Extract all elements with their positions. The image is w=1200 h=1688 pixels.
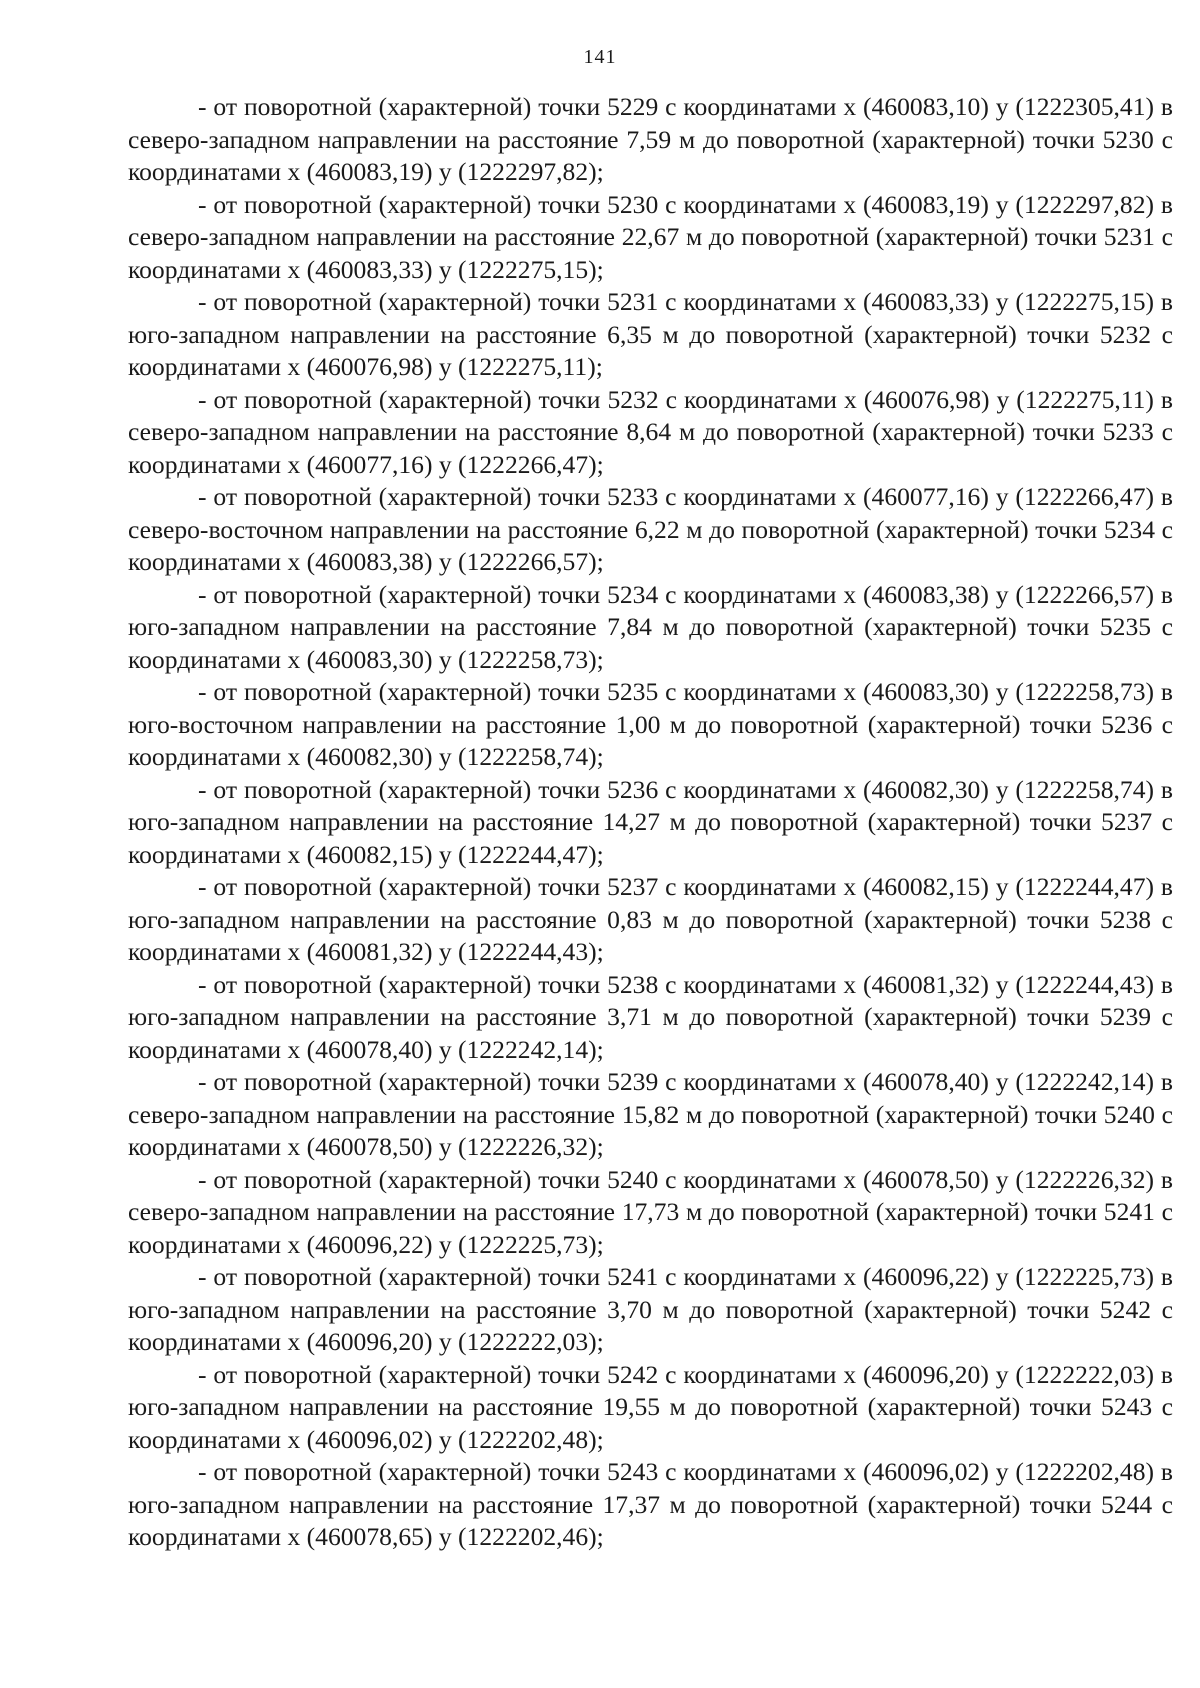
boundary-paragraph: - от поворотной (характерной) точки 5237 с координатами х (460082,15) у (1222244,47) в юго-западном направлении на расстояние 0,83 м до поворотной (характерной) точки 5238 с координатами х (460081,32) у (1222244,43);	[128, 872, 1173, 966]
boundary-paragraph: - от поворотной (характерной) точки 5239 с координатами х (460078,40) у (1222242,14) в северо-западном направлении на расстояние 15,82 м до поворотной (характерной) точки 5240 с координатами х (460078,50) у (1222226,32);	[128, 1067, 1173, 1161]
boundary-paragraph: - от поворотной (характерной) точки 5236 с координатами х (460082,30) у (1222258,74) в юго-западном направлении на расстояние 14,27 м до поворотной (характерной) точки 5237 с координатами х (460082,15) у (1222244,47);	[128, 774, 1173, 869]
boundary-paragraph: - от поворотной (характерной) точки 5235 с координатами х (460083,30) у (1222258,73) в юго-восточном направлении на расстояние 1,00 м до поворотной (характерной) точки 5236 с координатами х (460082,30) у (1222258,74);	[128, 677, 1173, 771]
document-body	[128, 91, 1173, 1554]
boundary-paragraph: - от поворотной (характерной) точки 5242 с координатами х (460096,20) у (1222222,03) в юго-западном направлении на расстояние 19,55 м до поворотной (характерной) точки 5243 с координатами х (460096,02) у (1222202,48);	[128, 1359, 1173, 1454]
boundary-paragraph: - от поворотной (характерной) точки 5231 с координатами х (460083,33) у (1222275,15) в юго-западном направлении на расстояние 6,35 м до поворотной (характерной) точки 5232 с координатами х (460076,98) у (1222275,11);	[128, 287, 1173, 381]
boundary-paragraph: - от поворотной (характерной) точки 5232 с координатами х (460076,98) у (1222275,11) в северо-западном направлении на расстояние 8,64 м до поворотной (характерной) точки 5233 с координатами х (460077,16) у (1222266,47);	[128, 384, 1173, 479]
boundary-paragraph: - от поворотной (характерной) точки 5229 с координатами х (460083,10) у (1222305,41) в северо-западном направлении на расстояние 7,59 м до поворотной (характерной) точки 5230 с координатами х (460083,19) у (1222297,82);	[128, 92, 1173, 186]
boundary-paragraph: - от поворотной (характерной) точки 5233 с координатами х (460077,16) у (1222266,47) в северо-восточном направлении на расстояние 6,22 м до поворотной (характерной) точки 5234 с координатами х (460083,38) у (1222266,57);	[128, 482, 1173, 576]
boundary-paragraph: - от поворотной (характерной) точки 5241 с координатами х (460096,22) у (1222225,73) в юго-западном направлении на расстояние 3,70 м до поворотной (характерной) точки 5242 с координатами х (460096,20) у (1222222,03);	[128, 1262, 1173, 1356]
boundary-paragraph: - от поворотной (характерной) точки 5234 с координатами х (460083,38) у (1222266,57) в юго-западном направлении на расстояние 7,84 м до поворотной (характерной) точки 5235 с координатами х (460083,30) у (1222258,73);	[128, 579, 1173, 674]
boundary-paragraph: - от поворотной (характерной) точки 5243 с координатами х (460096,02) у (1222202,48) в юго-западном направлении на расстояние 17,37 м до поворотной (характерной) точки 5244 с координатами х (460078,65) у (1222202,46);	[128, 1457, 1173, 1551]
boundary-paragraph: - от поворотной (характерной) точки 5230 с координатами х (460083,19) у (1222297,82) в северо-западном направлении на расстояние 22,67 м до поворотной (характерной) точки 5231 с координатами х (460083,33) у (1222275,15);	[128, 189, 1173, 284]
boundary-paragraph: - от поворотной (характерной) точки 5238 с координатами х (460081,32) у (1222244,43) в юго-западном направлении на расстояние 3,71 м до поворотной (характерной) точки 5239 с координатами х (460078,40) у (1222242,14);	[128, 969, 1173, 1064]
page-number: 141	[583, 46, 617, 68]
boundary-paragraph: - от поворотной (характерной) точки 5240 с координатами х (460078,50) у (1222226,32) в северо-западном направлении на расстояние 17,73 м до поворотной (характерной) точки 5241 с координатами х (460096,22) у (1222225,73);	[128, 1164, 1173, 1259]
